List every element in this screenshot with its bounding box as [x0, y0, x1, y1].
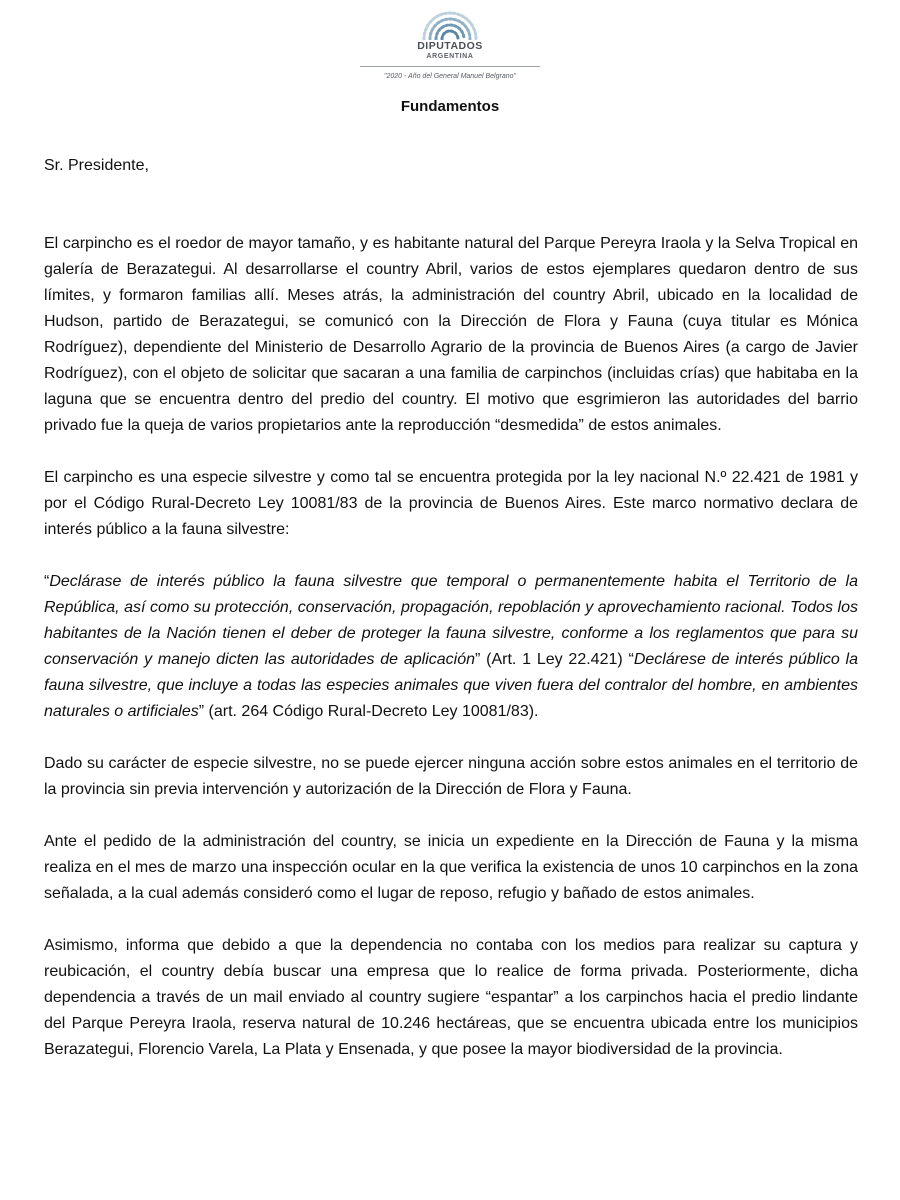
paragraph-5: Asimismo, informa que debido a que la dependencia no contaba con los medios para realizar su captura y reubicación, el country debía buscar una empresa que lo realice de forma privada. Posteriormente, dicha dependencia a través de un mail enviado al country sugiere “espantar” a los carpinchos hacia el predio lindante del Parque Pereyra Iraola, reserva natural de 10.246 hectáreas, que se encuentra ubicada entre los municipios Berazategui, Florencio Varela, La Plata y Ensenada, y que posee la mayor biodiversidad de la provincia.: [44, 937, 858, 1058]
institution-country: ARGENTINA: [426, 53, 474, 60]
salutation: Sr. Presidente,: [44, 157, 149, 174]
paragraph-3: Dado su carácter de especie silvestre, no se puede ejercer ninguna acción sobre estos animales en el territorio de la provincia sin previa intervención y autorización de la Dirección de Flora y Fauna.: [44, 755, 858, 798]
quote-reference-1: ” (Art. 1 Ley 22.421) “: [475, 651, 634, 668]
legal-quote: [44, 569, 858, 725]
paragraph-4: Ante el pedido de la administración del country, se inicia un expediente en la Dirección de Fauna y la misma realiza en el mes de marzo una inspección ocular en la que verifica la existencia de unos 10 carpinchos en la zona señalada, a la cual además consideró como el lugar de reposo, refugio y bañado de estos animales.: [44, 833, 858, 902]
quote-open-mark: “: [44, 573, 50, 590]
header-divider: [360, 66, 540, 67]
quote-reference-2: ” (art. 264 Código Rural-Decreto Ley 10081/83).: [198, 703, 539, 720]
institution-name: DIPUTADOS: [417, 40, 483, 52]
year-motto: "2020 - Año del General Manuel Belgrano": [384, 73, 516, 80]
paragraph-1: El carpincho es el roedor de mayor tamaño, y es habitante natural del Parque Pereyra Iraola y la Selva Tropical en galería de Berazategui. Al desarrollarse el country Abril, varios de estos ejemplares quedaron dentro de sus límites, y formaron familias allí. Meses atrás, la administración del country Abril, ubicado en la localidad de Hudson, partido de Berazategui, se comunicó con la Dirección de Flora y Fauna (cuya titular es Mónica Rodríguez), dependiente del Ministerio de Desarrollo Agrario de la provincia de Buenos Aires (a cargo de Javier Rodríguez), con el objeto de solicitar que sacaran a una familia de carpinchos (incluidas crías) que habitaba en la laguna que se encuentra dentro del predio del country. El motivo que esgrimieron las autoridades del barrio privado fue la queja de varios propietarios ante la reproducción “desmedida” de estos animales.: [44, 235, 858, 434]
document-body: [44, 153, 858, 1063]
quote-text-law-22421: Declárase de interés público la fauna silvestre que temporal o permanentemente habita el Territorio de la República, así como su protección, conservación, propagación, repoblación y aprovechamiento racional. Todos los habitantes de la Nación tienen el deber de proteger la fauna silvestre, conforme a los reglamentos que para su conservación y manejo dicten las autoridades de aplicación: [44, 573, 858, 668]
congress-dome-logo-icon: [418, 8, 482, 40]
document-title: Fundamentos: [400, 98, 500, 115]
letterhead: [0, 0, 900, 95]
paragraph-2: El carpincho es una especie silvestre y como tal se encuentra protegida por la ley nacional N.º 22.421 de 1981 y por el Código Rural-Decreto Ley 10081/83 de la provincia de Buenos Aires. Este marco normativo declara de interés público a la fauna silvestre:: [44, 469, 858, 538]
quote-text-codigo-rural: Declárese de interés público la fauna silvestre, que incluye a todas las especies animales que viven fuera del contralor del hombre, en ambientes naturales o artificiales: [44, 651, 858, 720]
